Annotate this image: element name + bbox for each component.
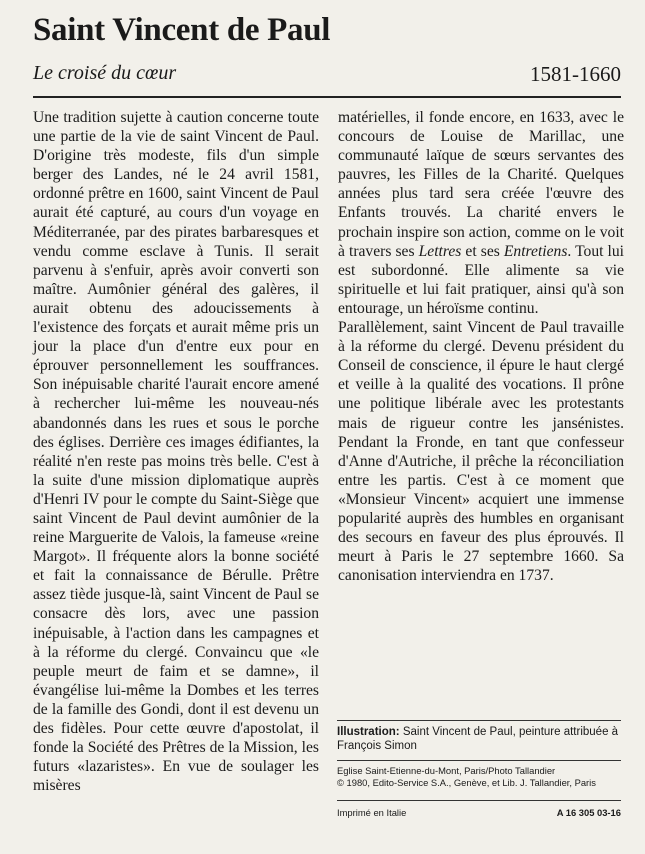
life-dates: 1581-1660 — [530, 62, 621, 86]
paragraph-right-2: Parallèlement, saint Vincent de Paul travaille à la réforme du clergé. Devenu président du Conseil de conscience, il épure le haut clergé et veille à la qualité des vocations. Il prône une politique libérale avec les protestants mais de rigueur contre les jansénistes. Pendant la Fronde, en tant que confesseur d'Anne d'Autriche, il prêche la réconciliation entre les partis. C'est à ce moment que «Monsieur Vincent» acquiert une immense popularité auprès des humbles en organisant des secours en faveur des plus éprouvés. Il meurt à Paris le 27 septembre 1660. Sa canonisation interviendra en 1737. — [338, 319, 624, 585]
illustration-description: Saint Vincent de Paul, peinture attribuée à François Simon — [337, 726, 619, 752]
text-column-right — [338, 108, 624, 585]
title-lettres: Lettres — [418, 242, 462, 260]
page-title: Saint Vincent de Paul — [33, 12, 331, 48]
illustration-label: Illustration: — [337, 726, 400, 738]
text-segment: et ses — [461, 242, 504, 260]
text-column-left — [33, 108, 319, 795]
text-segment: matérielles, il fonde encore, en 1633, avec le concours de Louise de Marillac, une communauté laïque de sœurs servantes des pauvres, les Filles de la Charité. Quelques années plus tard sera créée l'œuvre des Enfants trouvés. La charité envers le prochain inspire son action, comme on le voit à travers ses — [338, 109, 624, 260]
paragraph-right-1 — [338, 108, 624, 318]
title-entretiens: Entretiens — [503, 242, 568, 260]
printed-in: Imprimé en Italie — [337, 807, 407, 818]
illustration-caption — [337, 720, 621, 753]
text-segment: . Tout lui est subordonné. Elle alimente sa vie spirituelle et lui fait pratiquer, ainsi qu'à son entourage, un héroïsme continu. — [338, 242, 624, 317]
paragraph-left: Une tradition sujette à caution concerne toute une partie de la vie de saint Vincent de Paul. D'origine très modeste, fils d'un simple berger des Landes, né le 24 avril 1581, ordonné prêtre en 1600, saint Vincent de Paul aurait été capturé, au cours d'un voyage en Méditerranée, par des pirates barbaresques et vendu comme esclave à Tunis. Il serait parvenu à s'enfuir, après avoir converti son maître. Aumônier général des galères, il aurait obtenu des adoucissements à l'existence des forçats et aurait même pris un jour la place d'un d'entre eux pour en éprouver personnellement les souffrances. Son inépuisable charité l'aurait encore amené à rechercher lui-même les nouveau-nés abandonnés dans les rues et sous le porche des églises. Derrière ces images édifiantes, la réalité n'en reste pas moins très belle. C'est à la suite d'une mission diplomatique auprès d'Henri IV pour le compte du Saint-Siège que saint Vincent de Paul devint aumônier de la reine Marguerite de Valois, la fameuse «reine Margot». Il fréquente alors la bonne société et fait la connaissance de Bérulle. Prêtre assez tiède jusque-là, saint Vincent de Paul se consacre dès lors, avec une passion inépuisable, à l'action dans les campagnes et à la réforme du clergé. Convaincu que «le peuple meurt de faim et se damne», il évangélise lui-même la Dombes et les terres de la famille des Gondi, dont il est devenu un des fidèles. Pour cette œuvre d'apostolat, il fonde la Société des Prêtres de la Mission, les futurs «lazaristes». En vue de soulager les misères — [33, 109, 319, 795]
illustration-text — [337, 721, 621, 753]
print-line — [337, 801, 621, 818]
credit-line-2: © 1980, Edito-Service S.A., Genève, et Lib. J. Tallandier, Paris — [337, 776, 596, 788]
page-subtitle: Le croisé du cœur — [33, 62, 177, 84]
print-info — [337, 800, 621, 818]
credit-line-1: Eglise Saint-Etienne-du-Mont, Paris/Photo Tallandier — [337, 765, 556, 776]
card-reference: A 16 305 03-16 — [556, 807, 621, 818]
photo-credits — [337, 760, 621, 788]
credits-text — [337, 761, 621, 788]
header-divider — [33, 96, 621, 98]
